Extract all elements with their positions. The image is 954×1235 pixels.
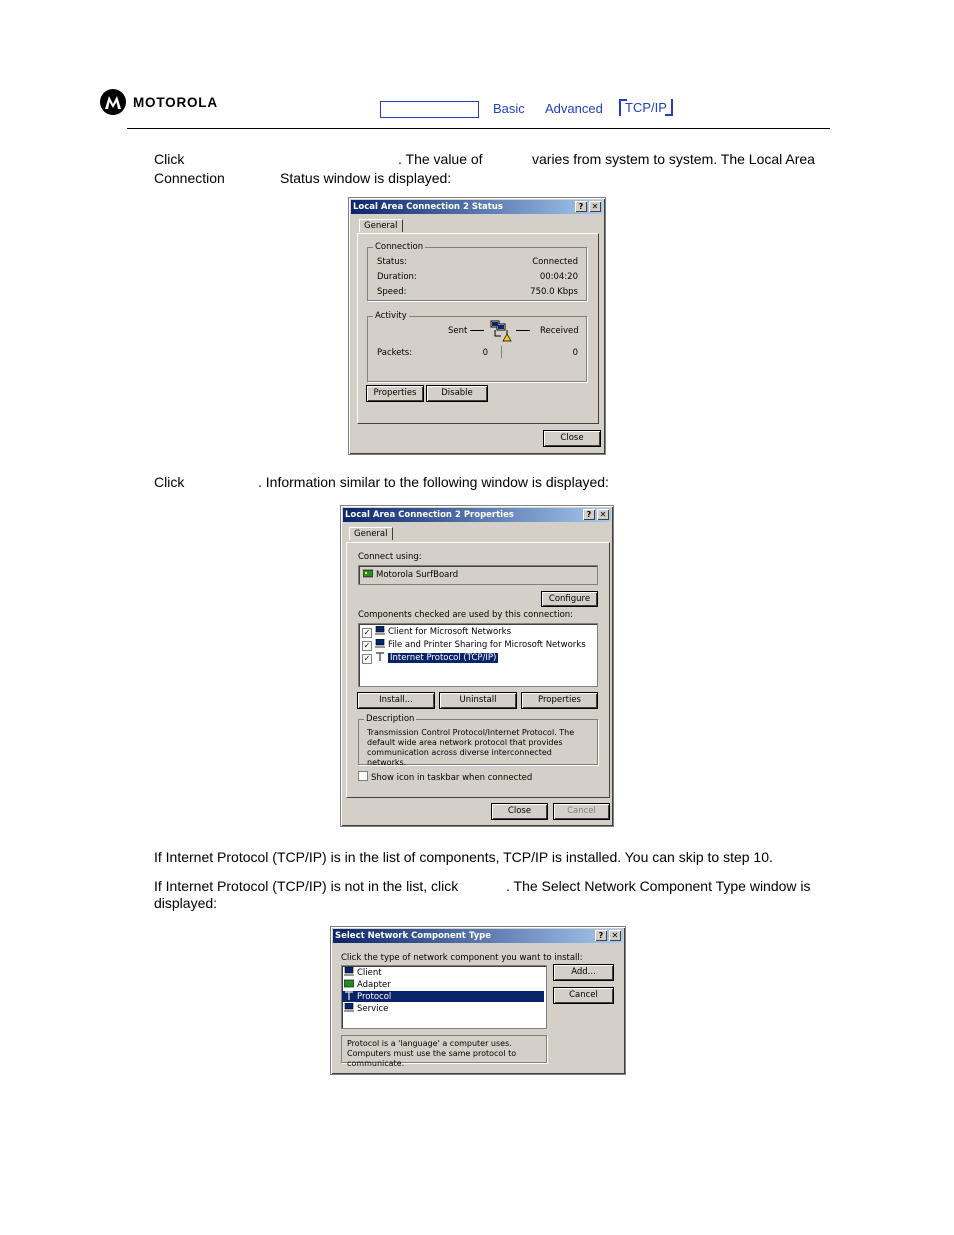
select-description-box	[341, 1035, 547, 1068]
paragraph-3: If Internet Protocol (TCP/IP) is in the list of components, TCP/IP is installed. You can skip to step 10.	[154, 849, 773, 865]
properties-dialog	[340, 505, 614, 827]
description-text: Transmission Control Protocol/Internet Protocol. The default wide area network protocol that provides communication across diverse interconnected networks.	[367, 728, 575, 767]
list-item[interactable]	[362, 626, 511, 638]
select-titlebar	[333, 929, 623, 943]
components-label: Components checked are used by this connection:	[358, 610, 574, 620]
list-item[interactable]	[362, 652, 498, 664]
printer-share-icon	[375, 639, 385, 648]
p4-text-a: If Internet Protocol (TCP/IP) is not in the list, click	[154, 878, 459, 894]
select-dialog-title: Select Network Component Type	[335, 931, 491, 941]
close-icon[interactable]: ✕	[589, 201, 601, 212]
p1-text-a: Click	[154, 151, 185, 167]
status-dialog-title: Local Area Connection 2 Status	[353, 202, 503, 212]
checkbox-checked-icon[interactable]: ✓	[363, 654, 371, 663]
item-label: Service	[357, 1004, 389, 1014]
checkbox-unchecked-icon[interactable]	[358, 771, 368, 781]
paragraph-4	[154, 877, 824, 911]
properties-panel	[346, 542, 610, 798]
status-value: Connected	[532, 257, 578, 267]
list-item[interactable]	[344, 967, 382, 978]
motorola-batwing-icon	[100, 89, 126, 115]
sent-line	[470, 330, 484, 331]
brand-name: MOTOROLA	[133, 94, 218, 110]
show-icon-checkbox-row[interactable]	[358, 771, 532, 783]
component-type-list[interactable]	[341, 965, 547, 1029]
connection-group	[367, 242, 587, 301]
status-panel	[357, 233, 599, 424]
disable-button[interactable]: Disable	[427, 386, 487, 401]
close-icon[interactable]: ✕	[609, 930, 621, 941]
list-item[interactable]	[344, 1003, 388, 1014]
duration-label: Duration:	[377, 272, 417, 282]
help-icon[interactable]: ?	[595, 930, 607, 941]
properties-dialog-title: Local Area Connection 2 Properties	[345, 510, 514, 520]
component-properties-button[interactable]: Properties	[522, 693, 597, 708]
connect-using-label: Connect using:	[358, 552, 422, 562]
nav-tcpip-link[interactable]: TCP/IP	[619, 99, 673, 116]
sent-label: Sent	[448, 326, 468, 336]
p1-text-d: Connection	[154, 170, 225, 186]
p4-text-b: . The Select Network Component Type window is	[506, 878, 811, 894]
p4-text-c: displayed:	[154, 895, 218, 911]
nav-advanced-link[interactable]: Advanced	[545, 101, 603, 116]
packets-label: Packets:	[377, 348, 413, 358]
nav-current-box[interactable]	[380, 101, 479, 118]
p1-text-b: . The value of	[398, 151, 483, 167]
client-icon	[344, 967, 354, 976]
duration-value: 00:04:20	[539, 272, 578, 282]
status-dialog	[348, 197, 606, 455]
select-description-text: Protocol is a 'language' a computer uses. Computers must use the same protocol to communicate.	[347, 1039, 517, 1068]
packets-divider	[501, 346, 502, 358]
adapter-icon	[344, 979, 354, 988]
header-divider	[127, 128, 830, 129]
help-icon[interactable]: ?	[583, 509, 595, 520]
description-group	[358, 714, 598, 767]
select-prompt: Click the type of network component you want to install:	[341, 953, 583, 963]
protocol-icon	[344, 991, 354, 1000]
checkbox-checked-icon[interactable]: ✓	[363, 628, 371, 637]
properties-close-button[interactable]: Close	[492, 804, 547, 819]
speed-label: Speed:	[377, 287, 407, 297]
checkbox-checked-icon[interactable]: ✓	[363, 641, 371, 650]
component-label-selected: Internet Protocol (TCP/IP)	[390, 653, 497, 663]
adapter-name: Motorola SurfBoard	[376, 570, 459, 580]
activity-group-label: Activity	[375, 311, 407, 321]
help-icon[interactable]: ?	[575, 201, 587, 212]
protocol-icon	[375, 652, 385, 661]
add-button[interactable]: Add...	[554, 965, 613, 980]
status-close-button[interactable]: Close	[544, 431, 600, 446]
tab-general[interactable]: General	[349, 527, 393, 540]
description-group-label: Description	[366, 714, 415, 724]
activity-group	[367, 311, 587, 382]
component-label: File and Printer Sharing for Microsoft Networks	[388, 640, 586, 650]
item-label: Adapter	[357, 980, 391, 990]
list-item[interactable]	[344, 979, 391, 990]
network-computers-icon	[488, 320, 514, 342]
received-label: Received	[540, 326, 579, 336]
configure-button[interactable]: Configure	[542, 592, 597, 606]
p2-text-b: . Information similar to the following window is displayed:	[258, 474, 609, 490]
uninstall-button[interactable]: Uninstall	[440, 693, 516, 708]
install-button[interactable]: Install...	[358, 693, 434, 708]
paragraph-2	[154, 473, 824, 492]
p1-text-c: varies from system to system. The Local Area	[532, 151, 815, 167]
computer-icon	[375, 626, 385, 635]
connection-group-label: Connection	[375, 242, 424, 252]
properties-button[interactable]: Properties	[367, 386, 423, 401]
list-item[interactable]	[362, 639, 586, 651]
close-icon[interactable]: ✕	[597, 509, 609, 520]
status-label: Status:	[377, 257, 407, 267]
properties-titlebar	[343, 508, 611, 522]
adapter-field	[358, 565, 598, 585]
service-icon	[344, 1003, 354, 1012]
p1-text-e: Status window is displayed:	[280, 170, 452, 186]
paragraph-1	[154, 150, 824, 186]
component-label: Client for Microsoft Networks	[388, 627, 512, 637]
packets-received-value: 0	[572, 348, 578, 358]
nav-basic-link[interactable]: Basic	[493, 101, 525, 116]
show-icon-label: Show icon in taskbar when connected	[371, 773, 533, 783]
speed-value: 750.0 Kbps	[530, 287, 578, 297]
status-titlebar	[351, 200, 603, 214]
received-line	[516, 330, 530, 331]
adapter-row	[363, 569, 458, 580]
item-label: Client	[357, 968, 382, 978]
tab-general[interactable]: General	[359, 219, 403, 232]
network-adapter-icon	[363, 569, 373, 578]
motorola-logo	[100, 89, 218, 115]
components-list[interactable]	[358, 623, 598, 687]
p2-text-a: Click	[154, 474, 185, 490]
list-item-selected[interactable]	[342, 991, 544, 1002]
item-label: Protocol	[357, 992, 392, 1002]
select-cancel-button[interactable]: Cancel	[554, 988, 613, 1003]
select-component-dialog	[330, 926, 626, 1075]
packets-sent-value: 0	[482, 348, 488, 358]
properties-cancel-button[interactable]: Cancel	[554, 804, 609, 819]
